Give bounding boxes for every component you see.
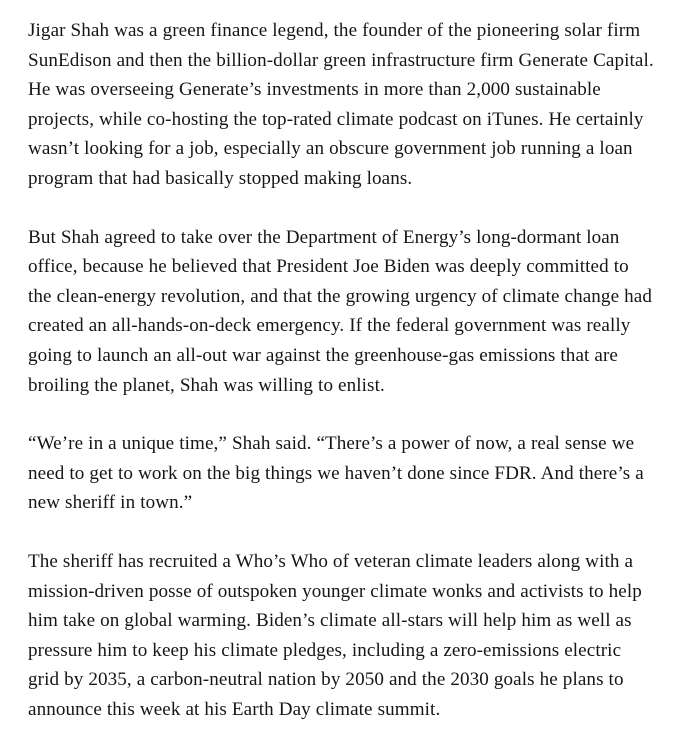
article-paragraph-1: Jigar Shah was a green finance legend, the founder of the pioneering solar firm SunEdison and then the billion-dollar green infrastructure firm Generate Capital. He was overseeing Generate’s investments in more than 2,000 sustainable projects, while co-hosting the top-rated climate podcast on iTunes. He certainly wasn’t looking for a job, especially an obscure government job running a loan program that had basically stopped making loans. [28,20,654,189]
article-paragraph-4: The sheriff has recruited a Who’s Who of veteran climate leaders along with a mission-driven posse of outspoken younger climate wonks and activists to help him take on global warming. Biden’s climate all-stars will help him as well as pressure him to keep his climate pledges, including a zero-emissions electric grid by 2035, a carbon-neutral nation by 2050 and the 2030 goals he plans to announce this week at his Earth Day climate summit. [28,550,642,720]
article-paragraph-3: “We’re in a unique time,” Shah said. “There’s a power of now, a real sense we need to get to work on the big things we haven’t done since FDR. And there’s a new sheriff in town.” [28,433,644,514]
article-paragraph-2: But Shah agreed to take over the Department of Energy’s long-dormant loan office, because he believed that President Joe Biden was deeply committed to the clean-energy revolution, and that the growing urgency of climate change had created an all-hands-on-deck emergency. If the federal government was really going to launch an all-out war against the greenhouse-gas emissions that are broiling the planet, Shah was willing to enlist. [28,226,652,396]
